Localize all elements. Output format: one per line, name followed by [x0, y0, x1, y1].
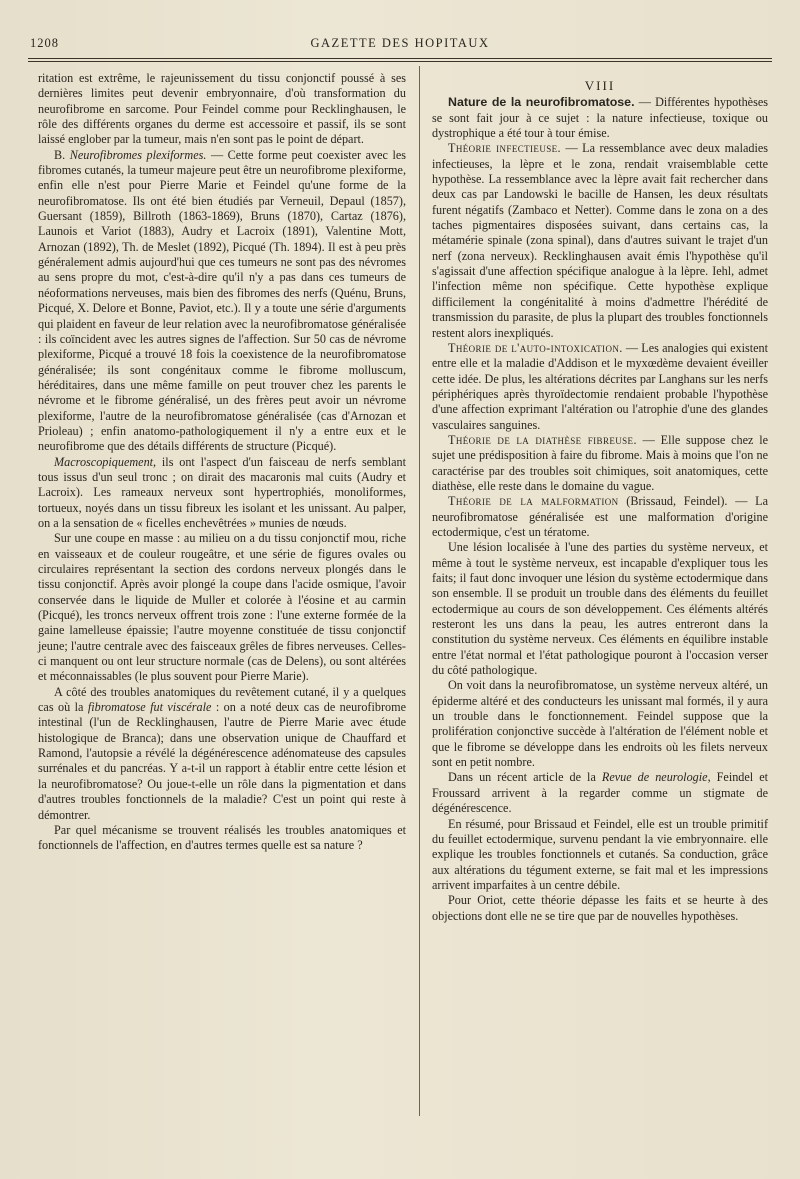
- column-separator: [419, 66, 420, 1116]
- header-rule-thick: [28, 58, 772, 59]
- subsection-heading: Macroscopiquement,: [54, 454, 157, 469]
- paragraph-visceral: [38, 685, 406, 823]
- paragraph-text: ils ont l'aspect d'un faisceau de nerfs semblant tous issus d'un seul tronc ; on dirait des macaronis mal cuits (Audry et Lacroix). Les rameaux nerveux sont hypertrophiés, monoliformes, tortueux, noyés dans un tissu fibreux les isolant et les unissant. Au palper, on a la sensation de « ficelles enchevêtrées » munies de nœuds.: [38, 454, 406, 530]
- paragraph-text: — Les analogies qui existent entre elle et la maladie d'Addison et le myxœdème devaient éveiller cette idée. De plus, les altérations décrites par Langhans sur les nerfs périphériques après thyroïdectomie rendaient probable l'hypothèse d'une affection exprimant l'altération ou l'atrophie d'une des glandes vasculaires sanguines.: [432, 340, 768, 432]
- paragraph-theory-malformation: [432, 494, 768, 540]
- journal-title: GAZETTE DES HOPITAUX: [310, 36, 490, 50]
- theory-heading: Théorie de la malformation: [448, 494, 619, 509]
- paragraph-text: — Elle suppose chez le sujet une prédisposition à faire du fibrome. Mais à moins que l'on ne caractérise par des troubles soit chimiques, soit anatomiques, cette diathèse, elle reste dans le domaine du vague.: [432, 432, 768, 493]
- subsection-label: B.: [54, 147, 66, 162]
- paragraph-plexiform: [38, 148, 406, 455]
- journal-reference: Revue de neurologie: [601, 770, 708, 785]
- header-rule-thin: [28, 61, 772, 62]
- paragraph-theory-fibrous: [432, 433, 768, 494]
- paragraph-theory-infectious: [432, 141, 768, 340]
- paragraph: Une lésion localisée à l'une des parties du système nerveux, et même à tout le système nerveux, est incapable d'expliquer tous les faits; il faut donc invoquer une lésion du système ectodermique dans son ensemble. Il se produit un trouble dans des éléments du feuillet ectodermique au cours de son développement. Ces éléments altérés resteront les uns dans la peau, les autres entreront dans la constitution du système nerveux. Ces éléments en équilibre instable entre l'état normal et l'état pathologique pouront à l'occasion verser du côté pathologique.: [432, 540, 768, 678]
- paragraph-text: — La ressemblance avec deux maladies infectieuses, la lèpre et le zona, rendait vraisemblable cette hypothèse. La ressemblance avec la lèpre avait fait rechercher dans deux cas par Landowski le bacille de Hansen, les deux résultats furent négatifs (Zambaco et Netter). Comme dans le zona on a des taches pigmentaires disposées suivant, dans certains cas, la métamérie spinale (zona spinal), dans d'autres suivant le trajet d'un nerf (zona nerveux). Recklinghausen avait émis l'hypothèse qu'il s'agissait d'une affection spécifique analogue à la lèpre. Iehl, admet l'infection même non spécifique. Cette hypothèse explique difficilement la congénitalité à moins d'admettre l'hérédité de transmission du parasite, de plus la plupart des troubles fonctionnels restent alors inexpliqués.: [432, 141, 768, 340]
- right-column: [432, 78, 768, 924]
- paragraph-theory-autointox: [432, 341, 768, 433]
- paragraph-text: : on a noté deux cas de neurofibrome intestinal (l'un de Recklinghausen, l'autre de Pierre Marie avec étude histologique de Branca); dans une observation unique de Chauffard et Ramond, l'autopsie a révélé la dégénérescence adénomateuse des capsules surrénales et du pancréas. Y a-t-il un rapport à établir entre cette lésion et la neurofibromatose? Ou joue-t-elle un rôle dans la pigmentation et dans d'autres troubles fonctionnels de la maladie? C'est un point qui reste à démontrer.: [38, 700, 406, 822]
- paragraph: Pour Oriot, cette théorie dépasse les faits et se heurte à des objections dont elle ne se tire que par de nouvelles hypothèses.: [432, 893, 768, 923]
- subsection-heading: Neurofibromes plexiformes.: [69, 147, 207, 162]
- paragraph: En résumé, pour Brissaud et Feindel, elle est un trouble primitif du feuillet ectodermique, survenu pendant la vie embryonnaire. elle explique les troubles fonctionnels et cutanés. Sa conduction, grâce aux altérations du tégument externe, se fait mal et les impressions arrivent imparfaites à un centre débile.: [432, 816, 768, 892]
- paragraph: On voit dans la neurofibromatose, un système nerveux altéré, un épiderme altéré et des conducteurs les unissant mal formés, il y aura un trouble dans le fonctionnement. Feindel suppose que la prolifération conjonctive succède à l'altération de l'élément noble et que le fibrome se développe dans les endroits où les filets nerveux sont en petit nombre.: [432, 678, 768, 770]
- paragraph-text: , Feindel et Froussard arrivent à la regarder comme un stigmate de dégénérescence.: [432, 770, 769, 816]
- paragraph-text: — Différentes hypothèses se sont fait jour à ce sujet : la nature infectieuse, toxique ou dystrophique a été tour à tour émise.: [432, 95, 768, 141]
- running-header: [30, 36, 770, 58]
- paragraph-text: Dans un récent article de la: [448, 770, 602, 785]
- theory-heading: Théorie de la diathèse fibreuse.: [448, 432, 637, 447]
- left-column: [38, 71, 406, 854]
- paragraph-macroscopic: [38, 455, 406, 532]
- paragraph-revue: [432, 770, 768, 816]
- theory-heading: Théorie infectieuse.: [448, 141, 561, 156]
- page-number: 1208: [30, 36, 59, 50]
- emphasis: fibromatose fut viscérale: [87, 700, 212, 715]
- paragraph-text: (Brissaud, Feindel). — La neurofibromatose généralisée est une malformation d'origine ectodermique, c'est un tératome.: [432, 494, 768, 539]
- paragraph-nature: [432, 95, 768, 141]
- theory-heading: Théorie de l'auto-intoxication.: [448, 340, 623, 355]
- section-number: VIII: [584, 78, 616, 93]
- section-heading: Nature de la neurofibromatose.: [448, 95, 635, 110]
- paragraph: ritation est extrême, le rajeunissement du tissu conjonctif poussé à ses dernières limites peut devenir embryonnaire, d'où transformation du neurofibrome en sarcome. Pour Feindel comme pour Recklinghausen, le rôle des différents organes du derme est accessoire et passif, ils se sont laissé englober par la tumeur, mais n'en sont pas le point de départ.: [38, 71, 406, 147]
- paragraph-text: — Cette forme peut coexister avec les fibromes cutanés, la tumeur majeure peut être un neurofibrome plexiforme, enfin elle n'est pour Pierre Marie et Feindel qu'une forme de la neurofibromatose. Ils ont été bien étudiés par Verneuil, Depaul (1857), Guersant (1859), Billroth (1863-1869), Bruns (1870), Cartaz (1876), Launois et Variot (1883), Audry et Lacroix (1891), Valentine Mott, Arnozan (1892), Th. de Meslet (1892), Picqué (Th. 1894). Il est à peu près généralement admis aujourd'hui que ces tumeurs ne sont pas des névromes au sens propre du mot, c'est-à-dire qu'il n'y a pas dans ces tumeurs de néoformations nerveuses, mais bien des fibromes des nerfs (Quénu, Bruns, Picqué, X. Delore et Bonne, Paviot, etc.). Il y a toute une série d'arguments qui plaident en faveur de leur relation avec la neurofibromatose généralisée : ils coïncident avec les autres signes de l'affection. Sur 50 cas de névrome plexiforme, Picqué a trouvé 18 fois la coexistence de la neurofibromatose généralisée; ils sont congénitaux comme le fibrome molluscum, héréditaires, dans une même famille on peut trouver chez les parents le névrome et le fibrome généralisé, un des frères peut avoir un névrome plexiforme, l'autre de la neurofibromatose généralisée (cas d'Arnozan et Prioleau) ; enfin anatomo-pathologiquement il n'y a entre eux et le neurofibrome que des détails différents de structure (Picqué).: [38, 147, 407, 454]
- paragraph: Par quel mécanisme se trouvent réalisés les troubles anatomiques et fonctionnels de l'affection, en d'autres termes quelle est sa nature ?: [38, 822, 406, 853]
- paragraph-text: A côté des troubles anatomiques du revêtement cutané, il y a quelques cas où la: [38, 684, 406, 715]
- paragraph: Sur une coupe en masse : au milieu on a du tissu conjonctif mou, riche en vaisseaux et de couleur rougeâtre, et une série de figures ovales ou circulaires représentant la section des cordons nerveux plongés dans le tissu conjonctif. Après avoir plongé la coupe dans l'acide osmique, l'avoir conservée dans le liquide de Muller et colorée à l'éosine et au carmin (Picqué), les troncs nerveux offrent trois zone : l'une externe formée de la gaine lamelleuse épaissie; l'autre moyenne constituée de tissu conjonctif jeune; l'autre centrale avec des faisceaux grêles de fibres nerveuses. Celles-ci manquent ou ont leur structure normale (cas de Delens), ou sont altérées et méconnaissables (le plus souvent pour Pierre Marie).: [38, 531, 406, 684]
